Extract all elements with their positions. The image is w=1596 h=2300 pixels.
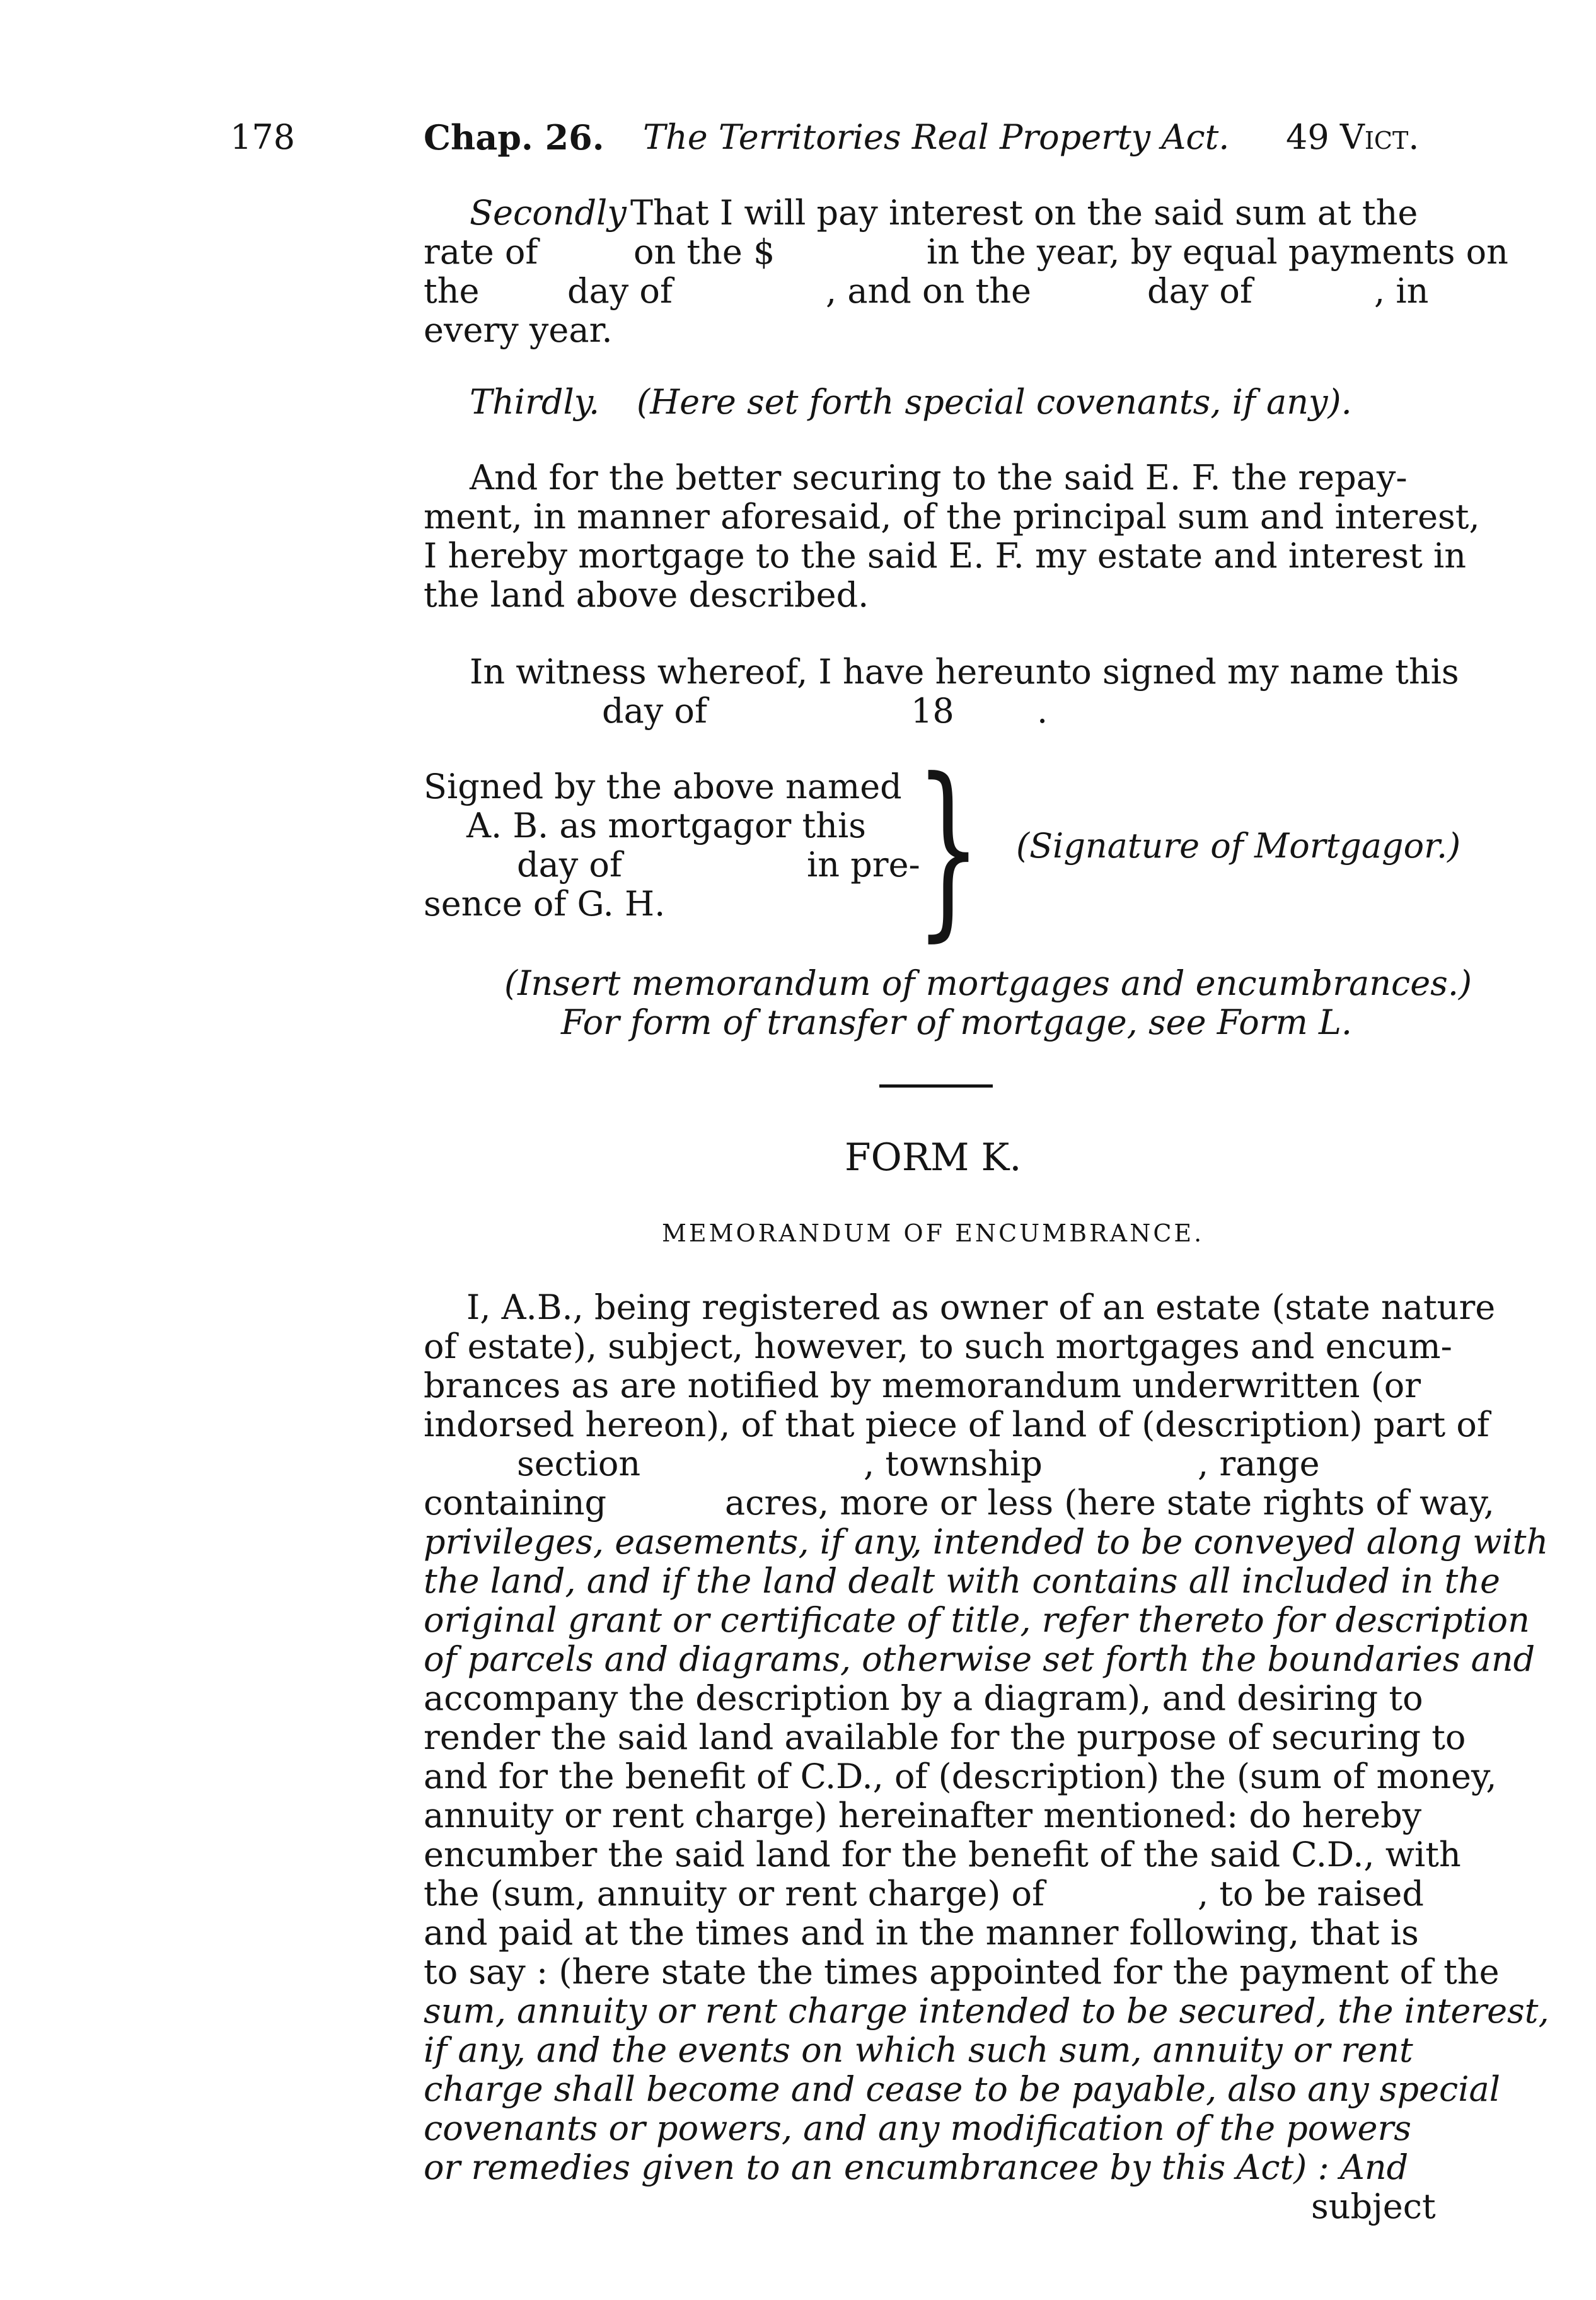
form-k-line-8: the land, and if the land dealt with contains all included in the: [424, 1561, 1500, 1601]
form-k-line-20: if any, and the events on which such sum, annuity or rent: [424, 2030, 1413, 2070]
thirdly-text: (Here set forth special covenants, if any).: [637, 382, 1352, 422]
form-k-line-12: render the said land available for the purpose of securing to: [424, 1717, 1466, 1757]
form-k-line-2: of estate), subject, however, to such mortgages and encum-: [424, 1327, 1452, 1366]
form-k-line-11: accompany the description by a diagram), and desiring to: [424, 1678, 1423, 1718]
form-k-section: section: [517, 1444, 641, 1484]
securing-line-1: And for the better securing to the said E. F. the repay-: [470, 458, 1408, 497]
form-k-to-be-raised: , to be raised: [1198, 1874, 1424, 1914]
form-k-line-9: original grant or certificate of title, refer thereto for description: [424, 1600, 1530, 1640]
secondly-the: the: [424, 271, 480, 311]
form-k-acres: acres, more or less (here state rights of way,: [725, 1483, 1495, 1523]
form-title: FORM K.: [845, 1135, 1022, 1180]
form-k-line-13: and for the benefit of C.D., of (description) the (sum of money,: [424, 1757, 1497, 1796]
page-number: 178: [230, 117, 296, 157]
form-k-containing: containing: [424, 1483, 607, 1523]
secondly-rate-of: rate of: [424, 232, 538, 272]
thirdly-label: Thirdly.: [470, 382, 600, 422]
form-subtitle: MEMORANDUM OF ENCUMBRANCE.: [662, 1219, 1205, 1247]
form-k-line-18: to say : (here state the times appointed for the payment of the: [424, 1952, 1500, 1992]
witness-year-prefix: 18: [911, 691, 954, 731]
form-k-line-7: privileges, easements, if any, intended to be conveyed along with: [424, 1522, 1549, 1562]
secondly-day-of-2: day of: [1147, 271, 1252, 311]
form-k-line-4: indorsed hereon), of that piece of land of (description) part of: [424, 1405, 1489, 1444]
form-k-sum-line: the (sum, annuity or rent charge) of: [424, 1874, 1045, 1914]
secondly-every-year: every year.: [424, 310, 613, 350]
form-k-line-3: brances as are notified by memorandum underwritten (or: [424, 1366, 1421, 1405]
section-divider: [879, 1084, 993, 1088]
regnal-year: 49 Vict.: [1286, 117, 1420, 157]
brace: }: [915, 738, 981, 958]
securing-line-4: the land above described.: [424, 575, 869, 615]
witness-line-1: In witness whereof, I have hereunto signed my name this: [470, 652, 1459, 692]
form-k-line-15: encumber the said land for the benefit of the said C.D., with: [424, 1835, 1461, 1874]
signature-of-mortgagor: (Signature of Mortgagor.): [1016, 826, 1461, 866]
securing-line-3: I hereby mortgage to the said E. F. my estate and interest in: [424, 536, 1467, 576]
chapter-label: Chap. 26.: [424, 117, 604, 158]
secondly-in-the-year: in the year, by equal payments on: [927, 232, 1508, 272]
secondly-and-on-the: , and on the: [826, 271, 1031, 311]
act-title: The Territories Real Property Act.: [643, 117, 1230, 157]
witness-day-of: day of: [602, 691, 707, 731]
form-k-range: , range: [1198, 1444, 1320, 1484]
secondly-in: , in: [1374, 271, 1429, 311]
witness-period: .: [1037, 691, 1048, 731]
form-k-township: , township: [864, 1444, 1043, 1484]
secondly-day-of-1: day of: [567, 271, 673, 311]
form-k-line-19: sum, annuity or rent charge intended to be secured, the interest,: [424, 1991, 1549, 2031]
secondly-line-1: That I will pay interest on the said sum at the: [630, 193, 1418, 233]
secondly-on-the: on the $: [633, 232, 775, 272]
transfer-note: For form of transfer of mortgage, see Form L.: [561, 1002, 1352, 1042]
form-k-line-23: or remedies given to an encumbrancee by this Act) : And: [424, 2147, 1409, 2187]
form-k-line-14: annuity or rent charge) hereinafter mentioned: do hereby: [424, 1796, 1422, 1835]
securing-line-2: ment, in manner aforesaid, of the principal sum and interest,: [424, 497, 1480, 537]
signed-in-pre: in pre-: [807, 845, 920, 885]
form-k-last-word: subject: [1311, 2187, 1436, 2226]
form-k-line-10: of parcels and diagrams, otherwise set forth the boundaries and: [424, 1639, 1535, 1679]
form-k-line-21: charge shall become and cease to be payable, also any special: [424, 2069, 1501, 2109]
signed-line-1: Signed by the above named: [424, 767, 902, 806]
form-k-line-22: covenants or powers, and any modification of the powers: [424, 2108, 1411, 2148]
signed-line-4: sence of G. H.: [424, 884, 666, 924]
insert-note: (Insert memorandum of mortgages and encumbrances.): [504, 963, 1472, 1003]
signed-day-of: day of: [517, 845, 622, 885]
signed-line-2: A. B. as mortgagor this: [466, 806, 866, 845]
secondly-label: Secondly: [470, 193, 627, 233]
form-k-line-17: and paid at the times and in the manner following, that is: [424, 1913, 1419, 1953]
form-k-line-1: I, A.B., being registered as owner of an estate (state nature: [466, 1287, 1496, 1327]
